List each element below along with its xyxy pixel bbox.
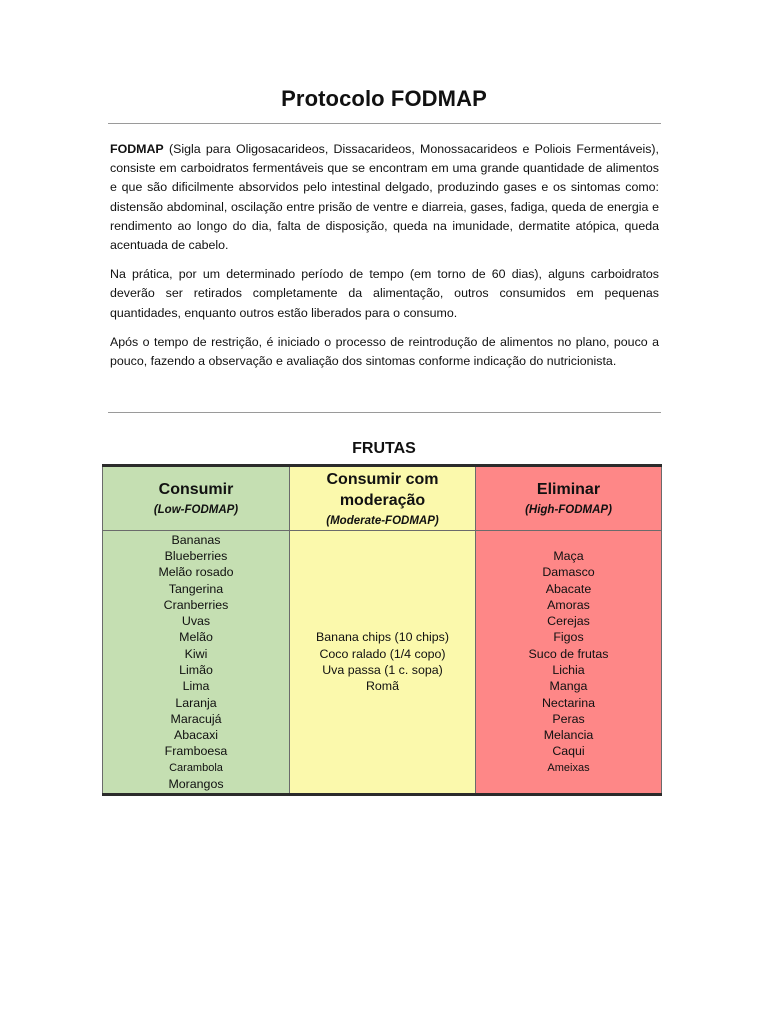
header-consumir <box>103 466 290 531</box>
column-title: Consumir <box>158 481 234 498</box>
list-item: Nectarina <box>541 695 596 710</box>
list-item: Framboesa <box>164 744 228 759</box>
intro-text <box>110 140 659 381</box>
list-item: Amoras <box>547 597 590 612</box>
list-item: Abacate <box>545 581 592 596</box>
title-divider <box>108 123 661 124</box>
list-item: Carambola <box>169 761 223 774</box>
list-item: Manga <box>549 679 588 694</box>
list-item: Kiwi <box>184 646 208 661</box>
list-item: Maracujá <box>170 711 222 726</box>
list-item: Uva passa (1 c. sopa) <box>322 663 443 677</box>
list-item: Suco de frutas <box>528 646 609 661</box>
list-item: Figos <box>553 630 584 645</box>
list-item: Ameixas <box>547 761 590 774</box>
section-title-frutas: FRUTAS <box>352 440 416 457</box>
list-item: Melão <box>179 630 213 645</box>
page-title: Protocolo FODMAP <box>281 86 487 111</box>
list-item: Banana chips (10 chips) <box>316 630 449 645</box>
header-eliminar <box>476 466 662 531</box>
column-title: Consumir com moderação <box>326 470 439 509</box>
list-item: Damasco <box>542 565 595 580</box>
list-item: Lima <box>182 679 210 694</box>
column-subtitle: (High-FODMAP) <box>525 504 612 516</box>
list-item: Tangerina <box>168 581 224 596</box>
list-item: Romã <box>365 679 400 694</box>
list-item: Coco ralado (1/4 copo) <box>319 646 446 661</box>
column-title: Eliminar <box>536 481 601 498</box>
list-item: Laranja <box>175 695 217 710</box>
list-eliminar <box>476 531 662 795</box>
list-item: Cranberries <box>163 597 229 612</box>
intro-paragraph-1-text: (Sigla para Oligosacarideos, Dissacarideos, Monossacarideos e Poliois Fermentáveis), consiste em carboidratos fermentáveis que se encontram em uma grande quantidade de alimentos e que são dificilmente absorvidos pelo intestinal delgado, produzindo gases e os sintomas como: distensão abdominal, oscilação entre prisão de ventre e diarreia, gases, fadiga, queda de energia e rendimento ao longo do dia, falta de disposição, queda na imunidade, dermatite atópica, queda acentuada de cabelo. <box>110 142 659 253</box>
fruits-table <box>102 464 662 796</box>
list-item: Melão rosado <box>158 565 234 580</box>
intro-paragraph-1 <box>110 140 659 255</box>
table-body-row <box>103 531 662 795</box>
list-item: Morangos <box>168 777 224 792</box>
intro-divider <box>108 412 661 413</box>
list-item: Caqui <box>552 744 585 759</box>
list-consumir <box>103 531 290 795</box>
list-moderacao <box>290 531 476 795</box>
fodmap-term: FODMAP <box>110 142 164 156</box>
list-item: Lichia <box>552 663 585 677</box>
table-header-row <box>103 466 662 531</box>
intro-paragraph-2: Na prática, por um determinado período de tempo (em torno de 60 dias), alguns carboidratos deverão ser retirados completamente da alimentação, outros consumidos em pequenas quantidades, enquanto outros estão liberados para o consumo. <box>110 267 659 320</box>
column-subtitle: (Low-FODMAP) <box>153 504 239 516</box>
list-item: Blueberries <box>164 548 228 563</box>
list-item: Maça <box>553 548 584 563</box>
list-item: Melancia <box>543 728 594 743</box>
header-moderacao <box>290 466 476 531</box>
list-item: Uvas <box>181 614 211 629</box>
list-item: Limão <box>179 663 213 677</box>
intro-paragraph-3: Após o tempo de restrição, é iniciado o processo de reintrodução de alimentos no plano, pouco a pouco, fazendo a observação e avaliação dos sintomas conforme indicação do nutricionista. <box>110 334 659 369</box>
column-subtitle: (Moderate-FODMAP) <box>326 514 439 527</box>
list-item: Peras <box>552 711 585 726</box>
list-item: Cerejas <box>547 614 590 629</box>
list-item: Bananas <box>171 532 221 547</box>
list-item: Abacaxi <box>173 728 219 743</box>
